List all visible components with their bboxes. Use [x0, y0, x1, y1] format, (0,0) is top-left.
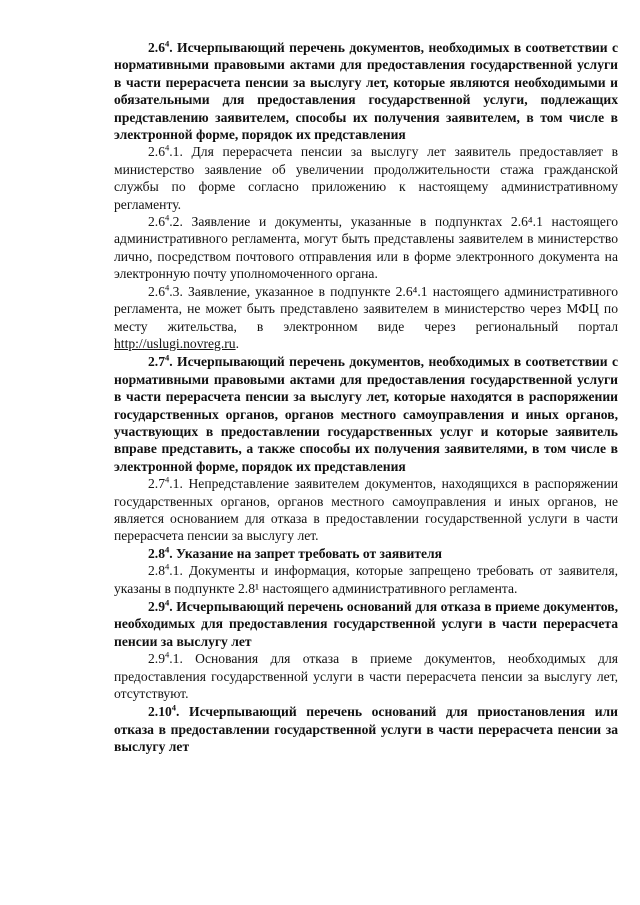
superscript: 4: [165, 474, 170, 485]
paragraph-number: 2.6: [148, 144, 165, 160]
paragraph-2-6-4-3: [114, 283, 618, 353]
paragraph-number: 2.7: [148, 476, 165, 492]
paragraph-number: 2.9: [148, 651, 165, 667]
paragraph-number-suffix: .1.: [169, 144, 183, 160]
section-number-suffix: .: [169, 599, 173, 614]
superscript: 4: [165, 352, 170, 363]
superscript: 4: [165, 142, 170, 153]
superscript: 4: [165, 649, 170, 660]
paragraph-2-9-4-1: [114, 650, 618, 702]
heading-text: Исчерпывающий перечень оснований для отказа в приеме документов, необходимых для предоставления государственной услуги в части перерасчета пенсии за выслугу лет: [114, 599, 618, 649]
section-number-suffix: .: [169, 354, 173, 370]
section-heading-2-7-4: [114, 353, 618, 475]
paragraph-2-8-4-1: [114, 562, 618, 597]
section-number: 2.8: [148, 545, 165, 561]
paragraph-text: Документы и информация, которые запрещено требовать от заявителя, указаны в подпункте 2.8¹ настоящего административного регламента.: [114, 563, 618, 596]
paragraph-number: 2.6: [148, 214, 165, 230]
section-number: 2.7: [148, 354, 165, 370]
heading-text: Указание на запрет требовать от заявителя: [172, 545, 443, 561]
section-heading-2-8-4: [114, 545, 618, 562]
paragraph-2-7-4-1: [114, 475, 618, 545]
heading-text: Исчерпывающий перечень документов, необходимых в соответствии с нормативными правовыми актами для предоставления государственной услуги в части перерасчета пенсии за выслугу лет, которые находятся в распоряжении государственных органов, органов местного самоуправления и иных органов, участвующих в предоставлении государственных услуг и которые заявитель вправе представить, а также способы их получения заявителями, в том числе в электронной форме, порядок их представления: [114, 354, 618, 474]
superscript: 4: [165, 38, 170, 49]
paragraph-number: 2.6: [148, 283, 165, 299]
paragraph-number-suffix: .1.: [169, 651, 183, 667]
section-heading-2-10-4: [114, 703, 618, 755]
section-number: 2.10: [148, 704, 172, 720]
superscript: 4: [165, 544, 170, 555]
superscript: 4: [165, 282, 170, 293]
section-number: 2.6: [148, 40, 165, 55]
paragraph-text: Заявление, указанное в подпункте 2.6⁴.1 настоящего административного регламента, не может быть представлено заявителем в министерство через МФЦ по месту жительства, в электронном виде через региональный портал: [114, 283, 618, 334]
paragraph-2-6-4-1: [114, 143, 618, 213]
superscript: 4: [165, 561, 170, 572]
superscript: 4: [165, 212, 170, 223]
paragraph-text: Непредставление заявителем документов, находящихся в распоряжении государственных органов, органов местного самоуправления и иных органов, не является основанием для отказа в предоставлении государственной услуги в части перерасчета пенсии за выслугу лет.: [114, 476, 618, 544]
section-number-suffix: .: [169, 545, 173, 561]
heading-text: Исчерпывающий перечень оснований для приостановления или отказа в предоставлении государственной услуги в части перерасчета пенсии за выслугу лет: [114, 704, 618, 755]
paragraph-end: .: [235, 335, 239, 351]
section-number-suffix: .: [176, 704, 180, 720]
paragraph-text: Заявление и документы, указанные в подпунктах 2.6⁴.1 настоящего административного регламента, могут быть представлены заявителем в министерство лично, посредством почтового отправления или в форме электронного документа на электронную почту уполномоченного органа.: [114, 214, 618, 282]
paragraph-text: Основания для отказа в приеме документов, необходимых для предоставления государственной услуги в части перерасчета пенсии за выслугу лет, отсутствуют.: [114, 651, 618, 702]
heading-text: Исчерпывающий перечень документов, необходимых в соответствии с нормативными правовыми актами для предоставления государственной услуги в части перерасчета пенсии за выслугу лет, которые являются необходимыми и обязательными для предоставления государственной услуги, подлежащих представлению заявителем, способы их получения заявителем, в том числе в электронной форме, порядок их представления: [114, 40, 618, 143]
superscript: 4: [165, 597, 170, 608]
section-heading-2-9-4: [114, 598, 618, 650]
paragraph-2-6-4-2: [114, 213, 618, 283]
paragraph-number-suffix: .2.: [169, 214, 183, 230]
paragraph-number-suffix: .1.: [169, 476, 183, 492]
paragraph-text: Для перерасчета пенсии за выслугу лет заявитель предоставляет в министерство заявление об увеличении продолжительности стажа гражданской службы по форме согласно приложению к настоящему административному регламенту.: [114, 144, 618, 212]
section-number-suffix: .: [169, 40, 173, 55]
regional-portal-link[interactable]: http://uslugi.novreg.ru: [114, 335, 236, 351]
paragraph-number-suffix: .3.: [169, 283, 183, 299]
section-heading-2-6-4: [114, 39, 618, 143]
section-number: 2.9: [148, 599, 165, 614]
paragraph-number-suffix: .1.: [169, 563, 183, 579]
paragraph-number: 2.8: [148, 563, 165, 579]
superscript: 4: [171, 702, 177, 713]
